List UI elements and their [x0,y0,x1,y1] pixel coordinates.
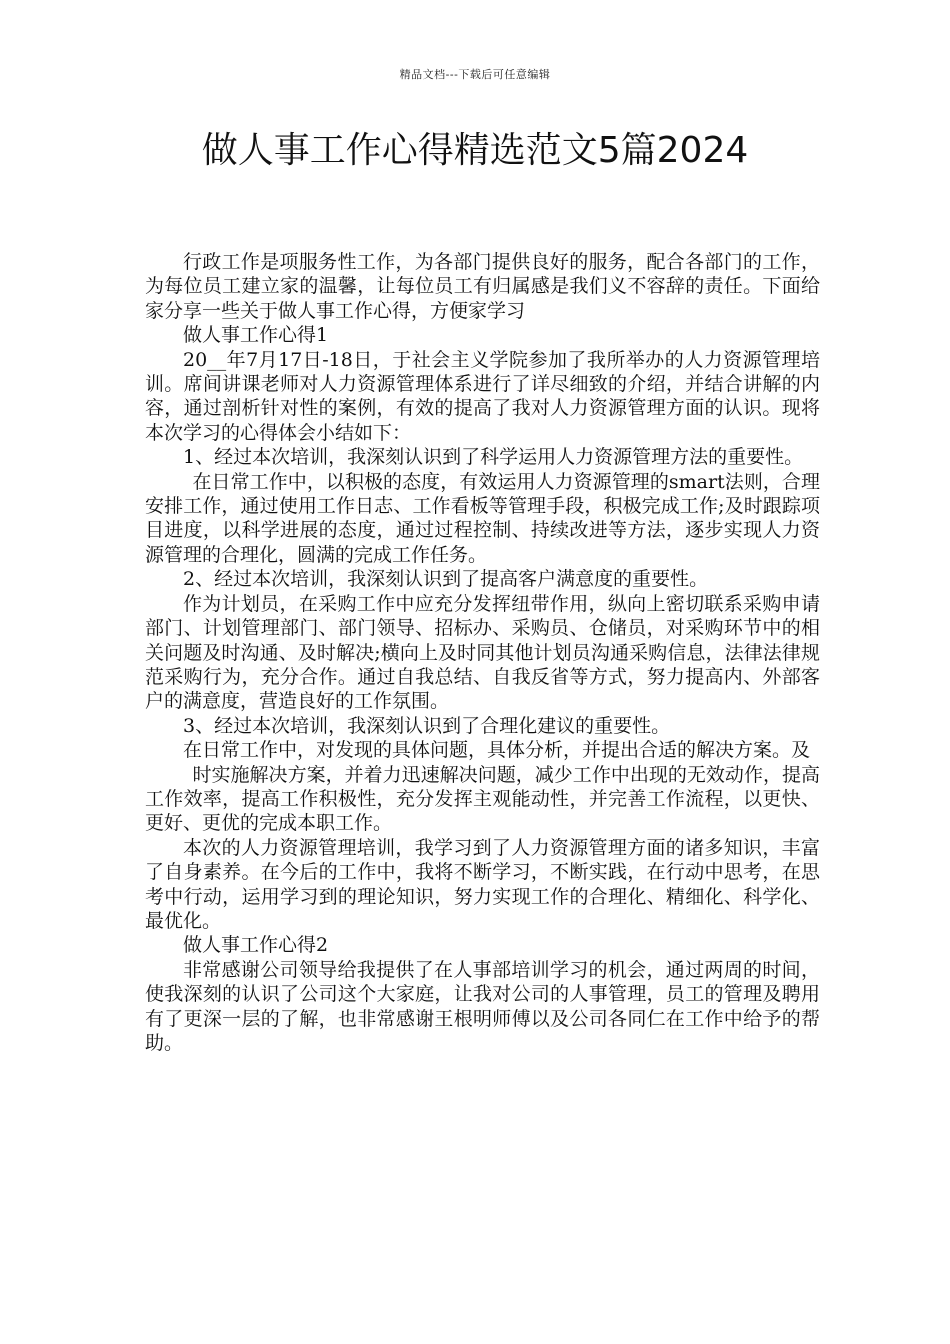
body-paragraph: 1、经过本次培训，我深刻认识到了科学运用人力资源管理方法的重要性。 [183,446,804,469]
document-body [145,250,820,1055]
body-paragraph: 作为计划员，在采购工作中应充分发挥纽带作用，纵向上密切联系采购申请部门、计划管理部门、部门领导、招标办、采购员、仓储员，对采购环节中的相关问题及时沟通、及时解决;横向上及时同其他计划员沟通采购信息，法律法律规范采购行为，充分合作。通过自我总结、自我反省等方式，努力提高内、外部客户的满意度，营造良好的工作氛围。 [145,592,820,713]
body-paragraph: 2、经过本次培训，我深刻认识到了提高客户满意度的重要性。 [183,568,709,591]
section-heading-2: 做人事工作心得2 [183,934,329,957]
body-paragraph: 本次的人力资源管理培训，我学习到了人力资源管理方面的诸多知识，丰富了自身素养。在今后的工作中，我将不断学习，不断实践，在行动中思考，在思考中行动，运用学习到的理论知识，努力实现工作的合理化、精细化、科学化、最优化。 [145,836,820,932]
section-heading-1: 做人事工作心得1 [183,324,329,347]
body-paragraph: 非常感谢公司领导给我提供了在人事部培训学习的机会，通过两周的时间，使我深刻的认识了公司这个大家庭，让我对公司的人事管理，员工的管理及聘用有了更深一层的了解，也非常感谢王根明师傅以及公司各同仁在工作中给予的帮助。 [145,958,820,1054]
document-header-note: 精品文档---下载后可任意编辑 [399,68,551,81]
document-title: 做人事工作心得精选范文5篇2024 [201,130,749,171]
body-paragraph: 时实施解决方案，并着力迅速解决问题，减少工作中出现的无效动作，提高工作效率，提高工作积极性，充分发挥主观能动性，并完善工作流程，以更快、更好、更优的完成本职工作。 [145,763,820,835]
body-paragraph: 在日常工作中，以积极的态度，有效运用人力资源管理的smart法则，合理安排工作，通过使用工作日志、工作看板等管理手段，积极完成工作;及时跟踪项目进度，以科学进展的态度，通过过程控制、持续改进等方法，逐步实现人力资源管理的合理化，圆满的完成工作任务。 [145,470,820,566]
body-paragraph: 在日常工作中，对发现的具体问题，具体分析，并提出合适的解决方案。及 [183,739,811,762]
body-paragraph: 20__年7月17日-18日，于社会主义学院参加了我所举办的人力资源管理培训。席间讲课老师对人力资源管理体系进行了详尽细致的介绍，并结合讲解的内容，通过剖析针对性的案例，有效的提高了我对人力资源管理方面的认识。现将本次学习的心得体会小结如下： [145,348,820,444]
intro-paragraph: 行政工作是项服务性工作，为各部门提供良好的服务，配合各部门的工作，为每位员工建立家的温馨，让每位员工有归属感是我们义不容辞的责任。下面给家分享一些关于做人事工作心得，方便家学习 [145,251,820,322]
body-paragraph: 3、经过本次培训，我深刻认识到了合理化建议的重要性。 [183,714,671,737]
